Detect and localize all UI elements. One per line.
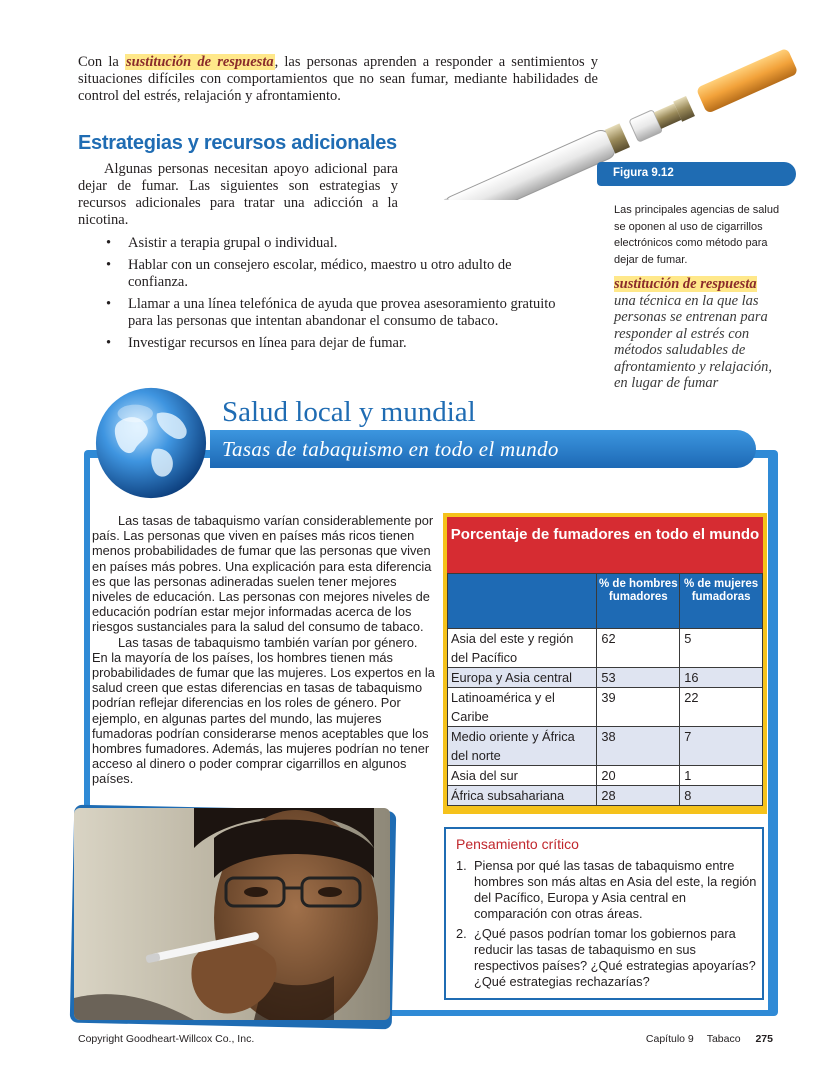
table-cell-region: Latinoamérica y el Caribe: [448, 688, 597, 727]
list-item: • Llamar a una línea telefónica de ayuda que provea asesoramiento gratuito para las personas que intentan abandonar el consumo de tabaco.: [106, 296, 562, 330]
figure-caption: Las principales agencias de salud se oponen al uso de cigarrillos electrónicos como método para dejar de fumar.: [614, 204, 780, 266]
footer-chapter: Capítulo 9: [645, 1033, 694, 1045]
data-table: [447, 573, 763, 806]
table-cell-women: 1: [680, 766, 763, 786]
list-item: • Investigar recursos en línea para dejar de fumar.: [106, 335, 562, 352]
page-number: 275: [755, 1033, 773, 1045]
table-cell-men: 62: [597, 629, 680, 668]
intro-highlight-term: sustitución de respuesta: [125, 54, 274, 70]
feature-subtitle: Tasas de tabaquismo en todo el mundo: [222, 437, 559, 461]
feature-paragraph: Las tasas de tabaquismo también varían por género. En la mayoría de los países, los hombres tienen más probabilidades de fumar que las mujeres. Los expertos en la salud creen que estas diferencias en tasas de tabaquismo podrían reflejar diferencias en los roles de género. Por ejemplo, en algunas partes del mundo, las mujeres fumadoras podrían considerarse menos aceptables que los hombres fumadores. Además, las mujeres podrían no tener acceso al dinero o poder comprar cigarrillos en algunos países.: [92, 634, 435, 787]
table-row: [448, 668, 763, 688]
item-number: 2.: [456, 926, 467, 941]
strategies-paragraph: Algunas personas necesitan apoyo adicional para dejar de fumar. Las siguientes son estrategias y recursos adicionales para tratar una adicción a la nicotina.: [78, 161, 398, 228]
critical-thinking-box: [444, 827, 764, 1000]
table-row: [448, 786, 763, 806]
table-cell-men: 53: [597, 668, 680, 688]
table-row: [448, 727, 763, 766]
table-cell-women: 7: [680, 727, 763, 766]
item-text: ¿Qué pasos podrían tomar los gobiernos para reducir las tasas de tabaquismo en sus respectivos países? ¿Qué estrategias apoyarías? ¿Qué estrategias rechazarías?: [474, 926, 756, 989]
table-cell-region: Europa y Asia central: [448, 668, 597, 688]
table-cell-women: 5: [680, 629, 763, 668]
footer-copyright: Copyright Goodheart-Willcox Co., Inc.: [78, 1033, 255, 1045]
table-cell-men: 38: [597, 727, 680, 766]
footer-topic: Tabaco: [706, 1033, 741, 1045]
table-cell-men: 28: [597, 786, 680, 806]
table-cell-region: África subsahariana: [448, 786, 597, 806]
table-header-women: % de mujeres fumadoras: [680, 574, 763, 629]
list-item: [456, 858, 762, 922]
intro-text-start: Con la: [78, 54, 125, 70]
table-row: [448, 629, 763, 668]
table-row: [448, 766, 763, 786]
feature-body: [92, 513, 435, 787]
footer-page-info: [646, 1033, 773, 1045]
item-number: 1.: [456, 858, 467, 873]
table-cell-women: 16: [680, 668, 763, 688]
table-cell-men: 20: [597, 766, 680, 786]
smokers-table: [443, 513, 767, 814]
table-header-men: % de hombres fumadores: [597, 574, 680, 629]
table-cell-region: Medio oriente y África del norte: [448, 727, 597, 766]
feature-title: Salud local y mundial: [222, 396, 476, 428]
table-row: [448, 688, 763, 727]
table-cell-region: Asia del sur: [448, 766, 597, 786]
table-cell-women: 8: [680, 786, 763, 806]
smoking-person-photo: [74, 808, 390, 1020]
table-cell-men: 39: [597, 688, 680, 727]
globe-icon: [92, 384, 210, 502]
critical-thinking-title: Pensamiento crítico: [456, 836, 579, 852]
list-item: [456, 926, 762, 990]
strategies-heading: Estrategias y recursos adicionales: [78, 132, 397, 154]
list-item: • Hablar con un consejero escolar, médico, maestro u otro adulto de confianza.: [106, 257, 562, 291]
intro-text-end: , las personas aprenden a responder a sentimientos y situaciones difíciles con comportamientos que no sean fumar, mediante habilidades de control del estrés, relajación y afrontamiento.: [78, 54, 599, 104]
figure-label: Figura 9.12: [597, 162, 796, 186]
table-cell-region: Asia del este y región del Pacífico: [448, 629, 597, 668]
table-title: Porcentaje de fumadores en todo el mundo: [447, 517, 763, 573]
glossary-definition: una técnica en la que las personas se entrenan para responder al estrés con métodos saludables de afrontamiento y relajación, en lugar de fumar: [614, 292, 772, 391]
table-cell-women: 22: [680, 688, 763, 727]
list-item: • Asistir a terapia grupal o individual.: [106, 235, 562, 252]
glossary-entry: [614, 276, 789, 392]
feature-paragraph: Las tasas de tabaquismo varían considerablemente por país. Las personas que viven en países más ricos tienen menos probabilidades de fumar que las personas que viven en países más pobres. Una explicación para esta diferencia es que las personas adineradas suelen tener mejores niveles de educación. Las personas con mejores niveles de educación podrían estar mejor informadas acerca de los riesgos sustanciales para la salud del consumo de tabaco.: [92, 513, 434, 635]
glossary-term: sustitución de respuesta: [614, 276, 757, 292]
critical-thinking-list: [456, 858, 762, 990]
strategies-list: [106, 235, 562, 357]
item-text: Piensa por qué las tasas de tabaquismo entre hombres son más altas en Asia del este, la región del Pacífico, Europa y Asia central en comparación con otras áreas.: [474, 858, 757, 921]
table-header-region: [448, 574, 597, 629]
